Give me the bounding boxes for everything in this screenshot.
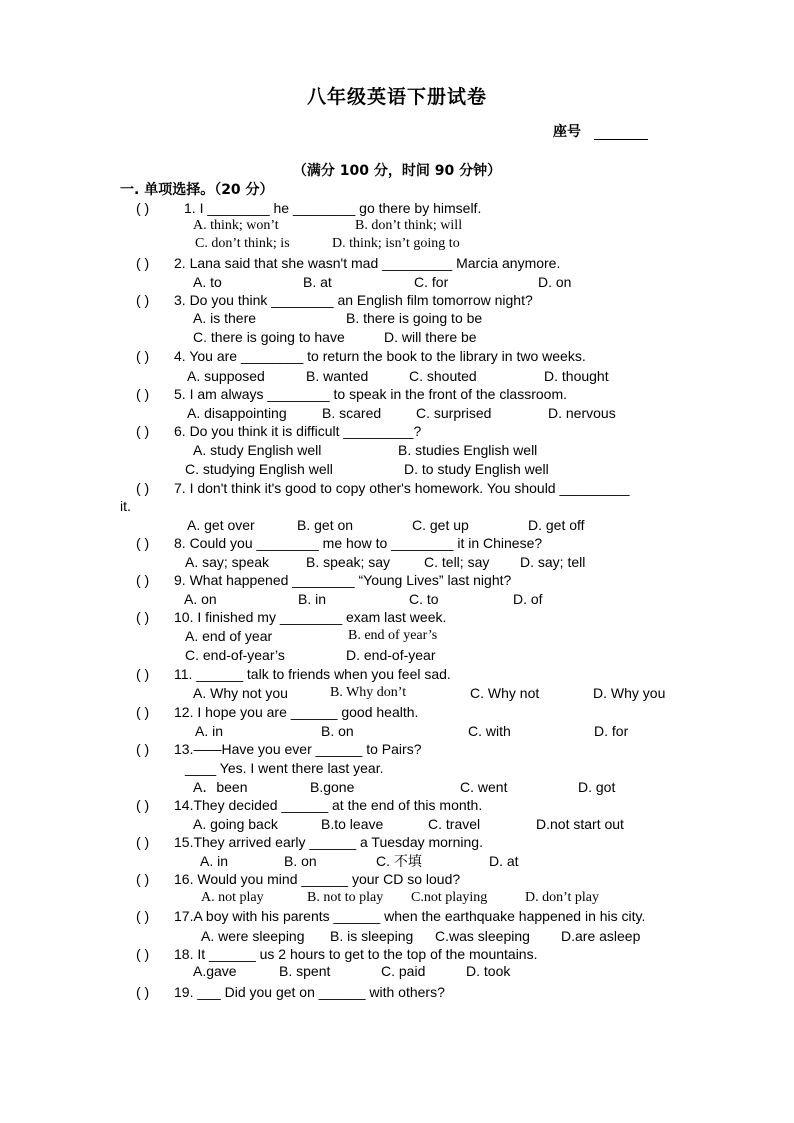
option-c: C. paid (381, 963, 426, 979)
option-b: B. wanted (306, 368, 369, 384)
answer-paren: ( ) (136, 292, 150, 308)
question-stem: 13.——Have you ever ______ to Pairs? (174, 741, 422, 757)
question-stem: 19. ___ Did you get on ______ with others? (174, 984, 445, 1000)
option-d: D. to study English well (404, 461, 549, 477)
option-d: D. think; isn’t going to (332, 236, 460, 251)
question-stem: 1. I ________ he ________ go there by himself. (184, 200, 482, 216)
option-a: A. were sleeping (201, 928, 305, 944)
option-c: C. studying English well (185, 461, 333, 477)
option-a: A. not play (201, 890, 264, 905)
option-c: C. travel (428, 816, 481, 832)
option-a: A. say; speak (185, 554, 270, 570)
option-d: D.are asleep (561, 928, 641, 944)
option-b: B. in (298, 591, 327, 607)
option-b: B. there is going to be (346, 310, 483, 326)
page-title: 八年级英语下册试卷 (306, 86, 487, 108)
answer-paren: ( ) (136, 572, 150, 588)
question-stem: 2. Lana said that she wasn't mad _________ Marcia anymore. (174, 255, 561, 271)
option-c: C. shouted (409, 368, 477, 384)
option-d: D. end-of-year (346, 647, 436, 663)
option-c: C. tell; say (424, 554, 490, 570)
option-d: D.not start out (536, 816, 624, 832)
question-stem: 15.They arrived early ______ a Tuesday morning. (174, 834, 483, 850)
option-d: D. thought (544, 368, 609, 384)
option-d: D. will there be (384, 329, 477, 345)
option-c: C. went (460, 779, 508, 795)
answer-paren: ( ) (136, 423, 150, 439)
option-c: C. end-of-year’s (185, 647, 285, 663)
question-stem: 18. It ______ us 2 hours to get to the top of the mountains. (174, 946, 538, 962)
option-c: C. get up (412, 517, 469, 533)
option-b: B. on (321, 723, 354, 739)
option-a: A. is there (193, 310, 257, 326)
question-stem: 6. Do you think it is difficult _________? (174, 423, 422, 439)
seat-number-blank (594, 139, 648, 140)
section-heading: 一. 单项选择。（20 分） (120, 182, 274, 198)
question-stem: 11. ______ talk to friends when you feel sad. (174, 666, 451, 682)
option-b: B. not to play (307, 890, 384, 905)
answer-paren: ( ) (136, 704, 150, 720)
option-d: D. don’t play (525, 890, 600, 905)
option-d: D. of (513, 591, 543, 607)
score-time-info: （满分 100 分，时间 90 分钟） (292, 163, 502, 179)
option-b: B. spent (279, 963, 331, 979)
option-b: B. is sleeping (330, 928, 414, 944)
option-c: C.not playing (411, 890, 488, 905)
option-a: A. disappointing (187, 405, 287, 421)
option-a: A. in (200, 853, 229, 869)
option-a: A. on (184, 591, 217, 607)
answer-paren: ( ) (136, 535, 150, 551)
option-d: D. get off (528, 517, 585, 533)
question-stem: 9. What happened ________ “Young Lives” last night? (174, 572, 512, 588)
answer-paren: ( ) (136, 386, 150, 402)
question-stem: 3. Do you think ________ an English film tomorrow night? (174, 292, 533, 308)
option-d: D. got (578, 779, 616, 795)
option-b: B. end of year’s (348, 628, 438, 643)
question-stem: 7. I don't think it's good to copy other's homework. You should _________ (174, 480, 630, 496)
option-b: B. speak; say (306, 554, 391, 570)
question-stem: 8. Could you ________ me how to ________ it in Chinese? (174, 535, 543, 551)
answer-paren: ( ) (136, 255, 150, 271)
option-c: C. don’t think; is (195, 236, 290, 251)
option-d: D. say; tell (520, 554, 586, 570)
question-stem: 12. I hope you are ______ good health. (174, 704, 419, 720)
option-b: B. at (303, 274, 332, 290)
option-b: B. studies English well (398, 442, 538, 458)
option-a: A. Why not you (193, 685, 288, 701)
answer-paren: ( ) (136, 609, 150, 625)
question-stem: 16. Would you mind ______ your CD so loud? (174, 871, 461, 887)
option-a: A.gave (193, 963, 237, 979)
option-a: A．been (193, 779, 248, 795)
answer-paren: ( ) (136, 984, 150, 1000)
option-a: A. get over (187, 517, 255, 533)
question-response: ____ Yes. I went there last year. (185, 760, 384, 776)
option-c: C.was sleeping (435, 928, 530, 944)
option-c: C. to (409, 591, 439, 607)
option-a: A. to (193, 274, 222, 290)
option-c: C. Why not (470, 685, 540, 701)
option-b: B.to leave (321, 816, 384, 832)
option-d: D. Why you (593, 685, 666, 701)
option-a: A. study English well (193, 442, 322, 458)
option-a: A. in (195, 723, 224, 739)
option-a: A. going back (193, 816, 278, 832)
question-stem: 10. I finished my ________ exam last week. (174, 609, 447, 625)
option-d: D. for (594, 723, 629, 739)
option-b: B. don’t think; will (355, 218, 463, 233)
option-b: B.gone (310, 779, 355, 795)
option-a: A. think; won’t (193, 218, 279, 233)
answer-paren: ( ) (136, 946, 150, 962)
question-stem-continued: it. (120, 498, 131, 514)
option-c: C. with (468, 723, 511, 739)
question-stem: 4. You are ________ to return the book to the library in two weeks. (174, 348, 586, 364)
answer-paren: ( ) (136, 834, 150, 850)
option-b: B. on (284, 853, 317, 869)
question-stem: 17.A boy with his parents ______ when the earthquake happened in his city. (174, 908, 646, 924)
option-d: D. took (466, 963, 511, 979)
answer-paren: ( ) (136, 908, 150, 924)
answer-paren: ( ) (136, 741, 150, 757)
option-a: A. supposed (187, 368, 265, 384)
answer-paren: ( ) (136, 348, 150, 364)
seat-number-label: 座号 (553, 124, 581, 140)
answer-paren: ( ) (136, 871, 150, 887)
answer-paren: ( ) (136, 666, 150, 682)
answer-paren: ( ) (136, 797, 150, 813)
question-stem: 5. I am always ________ to speak in the front of the classroom. (174, 386, 567, 402)
question-stem: 14.They decided ______ at the end of this month. (174, 797, 483, 813)
answer-paren: ( ) (136, 480, 150, 496)
option-c: C. for (414, 274, 449, 290)
option-b: B. get on (297, 517, 354, 533)
option-c: C. surprised (416, 405, 492, 421)
option-d: D. nervous (548, 405, 616, 421)
option-a: A. end of year (185, 628, 273, 644)
option-b: B. scared (322, 405, 382, 421)
option-d: D. at (489, 853, 519, 869)
option-b: B. Why don’t (330, 685, 407, 700)
option-d: D. on (538, 274, 572, 290)
option-c: C. 不填 (376, 853, 422, 869)
answer-paren: ( ) (136, 200, 150, 216)
option-c: C. there is going to have (193, 329, 345, 345)
